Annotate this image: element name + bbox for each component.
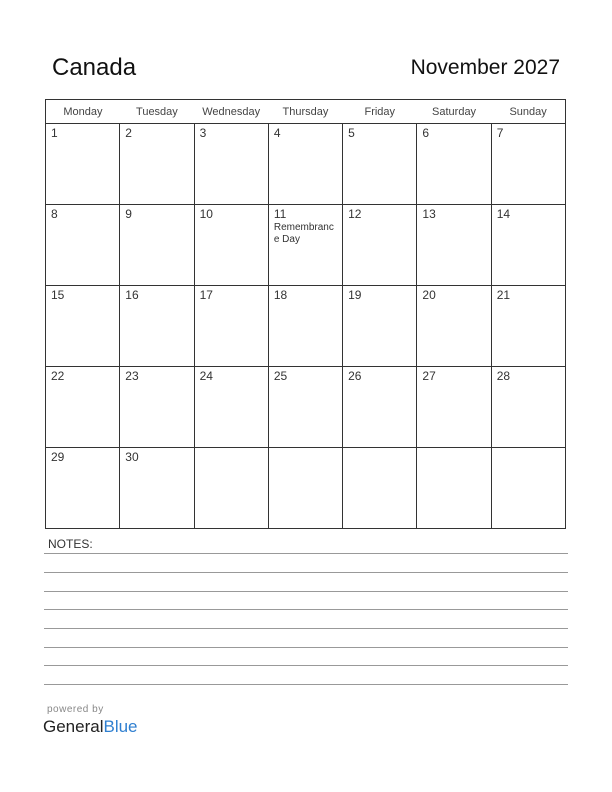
day-number: 1 [51,126,58,140]
notes-label: NOTES: [48,537,93,551]
day-cell [491,448,565,529]
day-cell [194,448,268,529]
day-cell [46,286,120,367]
day-cell [268,448,342,529]
day-cell [120,448,194,529]
weekday-header: Sunday [491,100,565,124]
note-line [44,553,568,554]
weekday-header: Tuesday [120,100,194,124]
day-number: 23 [125,369,139,383]
day-number: 17 [199,288,213,302]
day-number: 24 [199,369,213,383]
day-cell [343,367,417,448]
day-cell [120,367,194,448]
week-row [46,448,566,529]
day-cell [417,205,491,286]
day-number: 8 [51,207,58,221]
day-number: 13 [422,207,436,221]
day-number: 12 [348,207,362,221]
day-number: 21 [496,288,511,302]
day-number: 15 [51,288,65,302]
day-number: 19 [348,288,362,302]
day-cell [268,124,342,205]
weekday-header-row [46,100,566,124]
day-cell [417,124,491,205]
day-number: 26 [348,369,362,383]
day-cell [194,367,268,448]
day-number: 3 [199,126,207,140]
country-title: Canada [52,54,137,81]
day-cell [194,205,268,286]
note-line [44,609,568,610]
day-number: 22 [51,369,65,383]
day-number: 28 [496,369,511,383]
day-cell [268,205,342,286]
day-number: 10 [199,207,213,221]
month-year-title: November 2027 [410,56,560,79]
day-cell [343,124,417,205]
day-number: 2 [125,126,132,140]
day-cell [268,286,342,367]
day-number: 7 [496,126,504,140]
brand-general-text: General [43,717,104,736]
day-cell [343,286,417,367]
day-cell [46,448,120,529]
day-number: 20 [422,288,436,302]
day-number: 5 [348,126,355,140]
day-cell [268,367,342,448]
day-cell [491,286,565,367]
weekday-header: Wednesday [194,100,268,124]
day-cell [417,367,491,448]
weekday-header: Thursday [268,100,342,124]
day-cell [46,367,120,448]
day-number: 29 [51,450,65,464]
day-cell [120,124,194,205]
note-line [44,684,568,685]
powered-by-text: powered by [47,704,104,715]
day-number: 11 [273,207,287,221]
day-number: 30 [125,450,139,464]
note-line [44,572,568,573]
day-cell [491,124,565,205]
weekday-header: Friday [343,100,417,124]
note-line [44,665,568,666]
day-cell [417,448,491,529]
weekday-header: Saturday [417,100,491,124]
day-cell [46,124,120,205]
calendar-grid [45,99,566,529]
day-cell [491,367,565,448]
day-cell [120,286,194,367]
day-cell [194,286,268,367]
day-cell [194,124,268,205]
day-number: 9 [125,207,132,221]
note-line [44,591,568,592]
week-row [46,367,566,448]
day-number: 27 [422,369,436,383]
day-number: 4 [273,126,281,140]
brand-blue-text: Blue [103,717,138,736]
day-number: 16 [125,288,139,302]
week-row [46,205,566,286]
day-cell [343,448,417,529]
day-cell [417,286,491,367]
weekday-header: Monday [46,100,120,124]
day-number: 6 [422,126,430,140]
day-cell [491,205,565,286]
week-row [46,124,566,205]
note-line [44,647,568,648]
day-number: 14 [496,207,511,221]
day-number: 18 [273,288,288,302]
holiday-label: Remembrance Day [273,222,334,245]
note-line [44,628,568,629]
day-cell [120,205,194,286]
day-cell [343,205,417,286]
day-number: 25 [273,369,288,383]
week-row [46,286,566,367]
day-cell [46,205,120,286]
generalblue-logo[interactable] [43,717,138,737]
